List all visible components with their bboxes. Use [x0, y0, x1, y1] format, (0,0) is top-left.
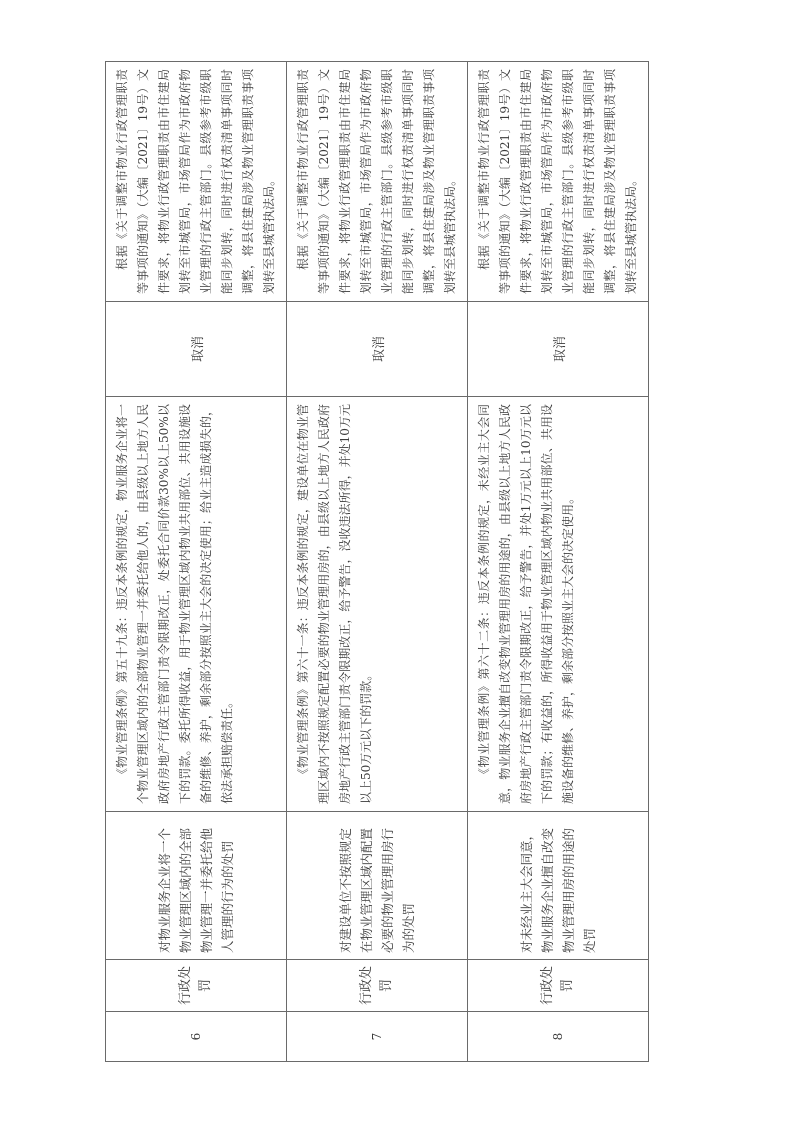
adjustment-action: 取消 [287, 302, 468, 397]
adjustment-action: 取消 [468, 302, 649, 397]
item-name: 对建设单位不按照规定在物业管理区域内配置必要的物业管理用房行为的处罚 [287, 812, 468, 960]
item-type: 行政处罚 [468, 960, 649, 1012]
legal-basis: 《物业管理条例》第五十九条：违反本条例的规定，物业服务企业将一个物业管理区域内的全部物业管理一并委托给他人的，由县级以上地方人民政府房地产行政主管部门责令限期改正，处委托合同价款30%以上50%以下的罚款。委托所得收益，用于物业管理区域内物业共用部位、共用设施设备的维修、养护，剩余部分按照业主大会的决定使用；给业主造成损失的，依法承担赔偿责任。 [106, 397, 287, 812]
item-name: 对物业服务企业将一个物业管理区域内的全部物业管理一并委托给他人管理的行为的处罚 [106, 812, 287, 960]
item-name: 对未经业主大会同意，物业服务企业擅自改变物业管理用房的用途的处罚 [468, 812, 649, 960]
duty-adjustment-table [105, 61, 649, 1062]
item-type: 行政处罚 [287, 960, 468, 1012]
row-number: 6 [106, 1012, 287, 1062]
table-row [468, 62, 649, 1062]
adjustment-reason: 根据《关于调整市物业行政管理职责等事项的通知》（大编〔2021〕19号）文件要求，将物业行政管理职责由市住建局划转至市城管局，市场管局作为市政府物业管理的行政主管部门。县级参考市级职能同步划转，同时进行权责清单事项同时调整，将县住建局涉及物业管理职责事项划转至县城管执法局。 [287, 62, 468, 302]
table-row [106, 62, 287, 1062]
legal-basis: 《物业管理条例》第六十二条：违反本条例的规定，未经业主大会同意，物业服务企业擅自改变物业管理用房的用途的，由县级以上地方人民政府房地产行政主管部门责令限期改正，给予警告，并处1万元以上10万元以下的罚款；有收益的，所得收益用于物业管理区域内物业共用部位、共用设施设备的维修、养护，剩余部分按照业主大会的决定使用。 [468, 397, 649, 812]
rotated-page [105, 62, 638, 1062]
table-row [287, 62, 468, 1062]
row-number: 8 [468, 1012, 649, 1062]
item-type: 行政处罚 [106, 960, 287, 1012]
legal-basis: 《物业管理条例》第六十一条：违反本条例的规定，建设单位在物业管理区域内不按照规定配置必要的物业管理用房的，由县级以上地方人民政府房地产行政主管部门责令限期改正，给予警告，没收违法所得，并处10万元以上50万元以下的罚款。 [287, 397, 468, 812]
adjustment-action: 取消 [106, 302, 287, 397]
adjustment-reason: 根据《关于调整市物业行政管理职责等事项的通知》（大编〔2021〕19号）文件要求，将物业行政管理职责由市住建局划转至市城管局，市场管局作为市政府物业管理的行政主管部门。县级参考市级职能同步划转，同时进行权责清单事项同时调整，将县住建局涉及物业管理职责事项划转至县城管执法局。 [468, 62, 649, 302]
adjustment-reason: 根据《关于调整市物业行政管理职责等事项的通知》（大编〔2021〕19号）文件要求，将物业行政管理职责由市住建局划转至市城管局，市场管局作为市政府物业管理的行政主管部门。县级参考市级职能同步划转，同时进行权责清单事项同时调整，将县住建局涉及物业管理职责事项划转至县城管执法局。 [106, 62, 287, 302]
row-number: 7 [287, 1012, 468, 1062]
